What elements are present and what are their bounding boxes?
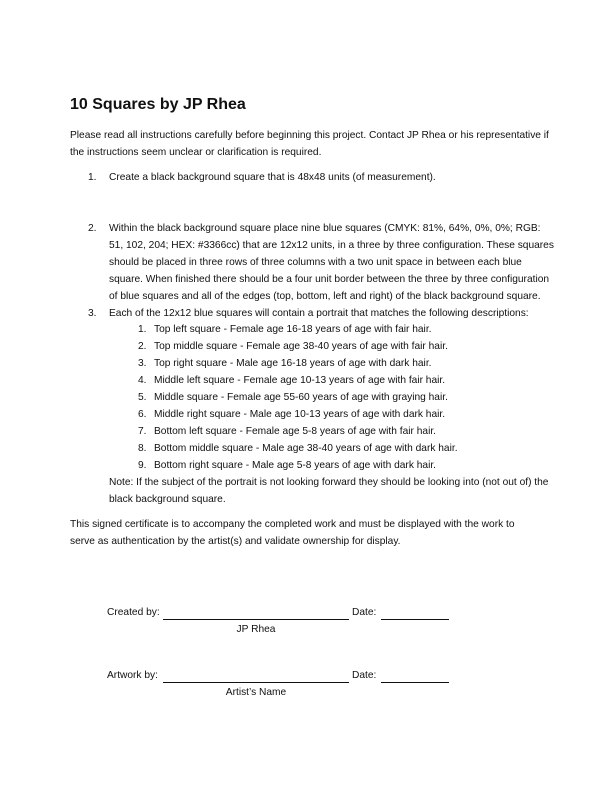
list-item: [138, 457, 458, 474]
closing-paragraph: This signed certificate is to accompany the completed work and must be displayed with the work to serve as authentication by the artist(s) and validate ownership for display.: [70, 519, 515, 547]
step-number: 1.: [88, 172, 97, 183]
signature-name: Artist’s Name: [225, 687, 287, 698]
date-line[interactable]: [381, 619, 449, 620]
list-item: [138, 321, 458, 338]
list-item-text: Top left square - Female age 16-18 years of age with fair hair.: [154, 324, 432, 335]
list-item-text: Middle right square - Male age 10-13 years of age with dark hair.: [154, 409, 446, 420]
signature-label: Artwork by:: [107, 670, 158, 681]
intro-paragraph: Please read all instructions carefully before beginning this project. Contact JP Rhea or his representative if the instructions seem unclear or clarification is required.: [70, 130, 549, 158]
list-item: [138, 372, 458, 389]
step-number: 3.: [88, 308, 97, 319]
list-item: [138, 338, 458, 355]
list-item: [138, 440, 458, 457]
list-item-text: Top right square - Male age 16-18 years of age with dark hair.: [154, 358, 432, 369]
date-label: Date:: [352, 670, 377, 681]
step-text: Within the black background square place nine blue squares (CMYK: 81%, 64%, 0%, 0%; RGB: 51, 102, 204; HEX: #3366cc) that are 12x12 units, in a three by three configuration. These squares should be placed in three rows of three columns with a two unit space in between each blue square. When finished there should be a four unit border between the three by three configuration of blue squares and all of the edges (top, bottom, left and right) of the black background square.: [109, 223, 554, 302]
signature-line[interactable]: [163, 619, 349, 620]
step-text: Each of the 12x12 blue squares will contain a portrait that matches the following descriptions:: [109, 308, 529, 319]
portrait-list: [138, 321, 458, 474]
list-item-text: Bottom right square - Male age 5-8 years of age with dark hair.: [154, 460, 436, 471]
step-text: Create a black background square that is 48x48 units (of measurement).: [109, 172, 436, 183]
date-line[interactable]: [381, 682, 449, 683]
list-item-text: Middle left square - Female age 10-13 years of age with fair hair.: [154, 375, 446, 386]
step-number: 2.: [88, 223, 97, 234]
list-item-text: Bottom left square - Female age 5-8 years of age with fair hair.: [154, 426, 436, 437]
list-item-text: Top middle square - Female age 38-40 years of age with fair hair.: [154, 341, 448, 352]
list-item: [138, 406, 458, 423]
signature-label: Created by:: [107, 607, 160, 618]
list-item: [138, 389, 458, 406]
list-item: [138, 355, 458, 372]
list-item: [138, 423, 458, 440]
signature-line[interactable]: [163, 682, 349, 683]
list-item-number: 5.: [138, 392, 147, 403]
date-label: Date:: [352, 607, 377, 618]
list-item-number: 8.: [138, 443, 147, 454]
list-item-number: 2.: [138, 341, 147, 352]
list-item-number: 7.: [138, 426, 147, 437]
list-item-number: 4.: [138, 375, 147, 386]
list-item-number: 1.: [138, 324, 147, 335]
note-paragraph: Note: If the subject of the portrait is not looking forward they should be looking into (not out of) the black background square.: [109, 477, 549, 505]
list-item-text: Middle square - Female age 55-60 years of age with graying hair.: [154, 392, 448, 403]
list-item-number: 9.: [138, 460, 147, 471]
signature-name: JP Rhea: [236, 624, 276, 635]
list-item-text: Bottom middle square - Male age 38-40 years of age with dark hair.: [154, 443, 458, 454]
page-title: 10 Squares by JP Rhea: [70, 96, 246, 113]
list-item-number: 6.: [138, 409, 147, 420]
list-item-number: 3.: [138, 358, 147, 369]
